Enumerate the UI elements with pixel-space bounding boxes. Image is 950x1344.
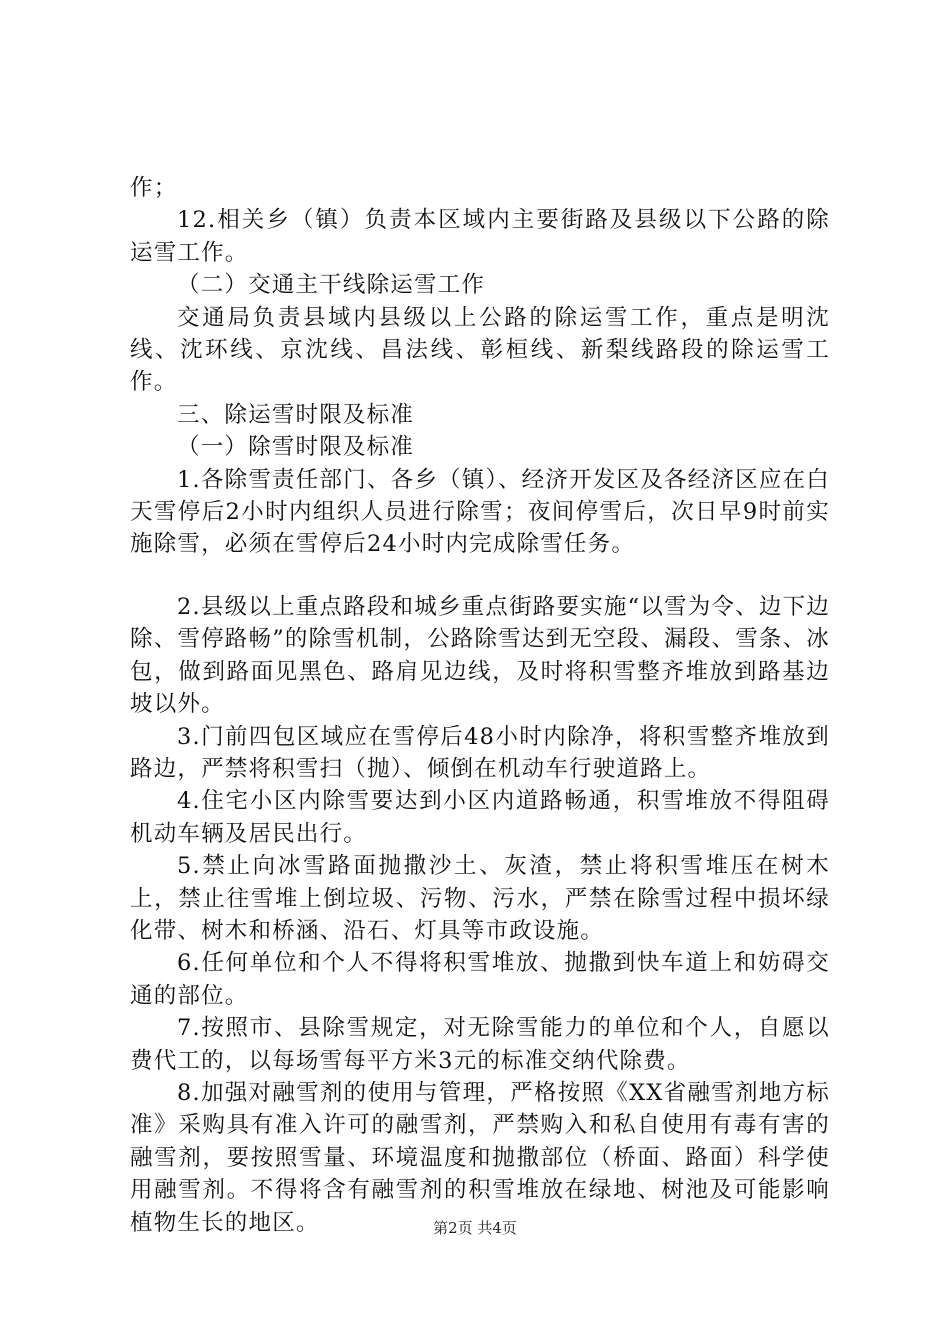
paragraph-continuation: 作； [130, 175, 178, 201]
paragraph-item-6: 6.任何单位和个人不得将积雪堆放、抛撒到快车道上和妨碍交通的部位。 [130, 950, 830, 1009]
section-heading-time-limits: 三、除运雪时限及标准 [177, 401, 415, 428]
paragraph-item-5: 5.禁止向冰雪路面抛撒沙土、灰渣，禁止将积雪堆压在树木上，禁止往雪堆上倒垃圾、污物、污水，严禁在除雪过程中损坏绿化带、树木和桥涵、沿石、灯具等市政设施。 [130, 853, 830, 944]
section-heading-trunk-lines: （二）交通主干线除运雪工作 [177, 272, 486, 299]
paragraph-item-3: 3.门前四包区域应在雪停后48小时内除净，将积雪整齐堆放到路边，严禁将积雪扫（抛）、倾倒在机动车行驶道路上。 [130, 723, 830, 782]
document-body [130, 172, 830, 1239]
subsection-heading-snow-removal-limits: （一）除雪时限及标准 [177, 434, 415, 461]
page-footer: 第2页 共4页 [433, 1219, 517, 1237]
paragraph-item-2: 2.县级以上重点路段和城乡重点街路要实施“以雪为令、边下边除、雪停路畅”的除雪机制，公路除雪达到无空段、漏段、雪条、冰包，做到路面见黑色、路肩见边线，及时将积雪整齐堆放到路基边坡以外。 [130, 593, 831, 718]
paragraph-spacer [130, 561, 830, 591]
paragraph-transport-bureau: 交通局负责县域内县级以上公路的除运雪工作，重点是明沈线、沈环线、京沈线、昌法线、彰桓线、新梨线路段的除运雪工作。 [130, 304, 830, 396]
paragraph-item-12: 12.相关乡（镇）负责本区域内主要街路及县级以下公路的除运雪工作。 [130, 207, 830, 266]
paragraph-item-4: 4.住宅小区内除雪要达到小区内道路畅通，积雪堆放不得阻碍机动车辆及居民出行。 [130, 788, 830, 847]
paragraph-item-7: 7.按照市、县除雪规定，对无除雪能力的单位和个人，自愿以费代工的，以每场雪每平方米3元的标准交纳代除费。 [130, 1015, 830, 1074]
paragraph-item-8: 8.加强对融雪剂的使用与管理，严格按照《XX省融雪剂地方标准》采购具有准入许可的融雪剂，严禁购入和私自使用有毒有害的融雪剂，要按照雪量、环境温度和抛撒部位（桥面、路面）科学使用融雪剂。不得将含有融雪剂的积雪堆放在绿地、树池及可能影响植物生长的地区。 [130, 1079, 830, 1236]
paragraph-item-1: 1.各除雪责任部门、各乡（镇）、经济开发区及各经济区应在白天雪停后2小时内组织人员进行除雪；夜间停雪后，次日早9时前实施除雪，必须在雪停后24小时内完成除雪任务。 [130, 466, 830, 558]
